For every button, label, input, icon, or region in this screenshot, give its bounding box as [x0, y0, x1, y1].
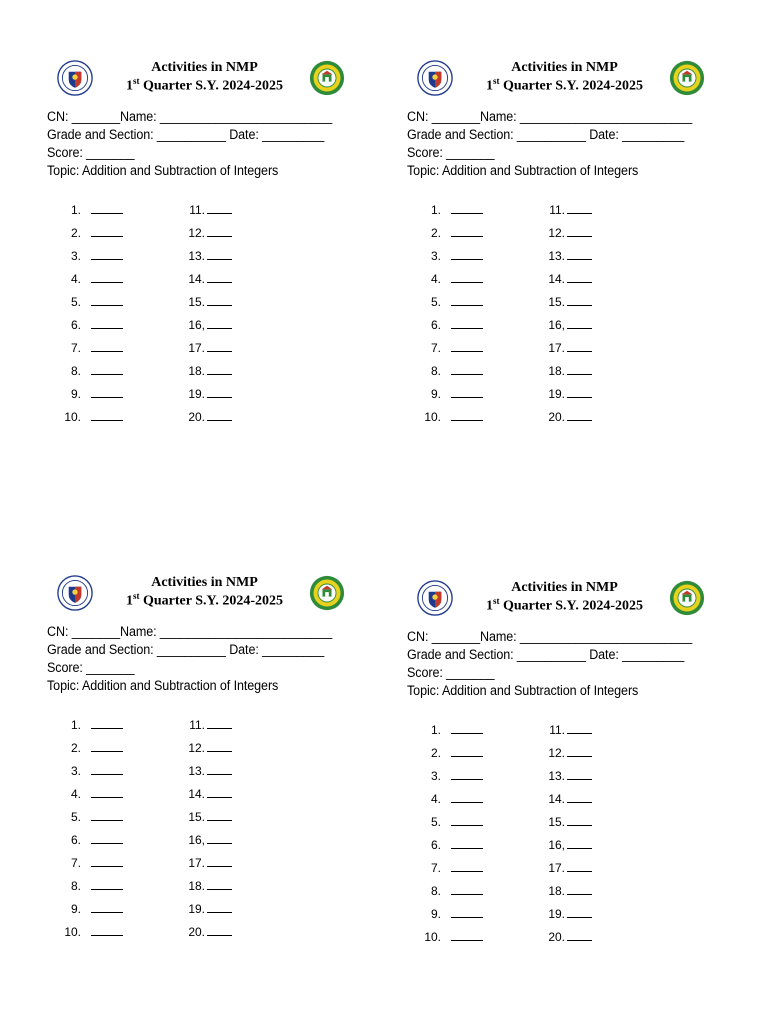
answer-blank[interactable]	[91, 341, 123, 352]
answer-blank[interactable]	[451, 410, 483, 421]
item-number: 18.	[548, 884, 565, 898]
item-number: 1.	[70, 203, 81, 217]
item-number: 19.	[188, 387, 205, 401]
answer-blank[interactable]	[91, 925, 123, 936]
answer-blank[interactable]	[91, 387, 123, 398]
item-number: 5.	[70, 295, 81, 309]
answer-blank[interactable]	[207, 718, 232, 729]
answer-item[interactable]	[61, 764, 123, 778]
answer-blank[interactable]	[567, 792, 592, 803]
answer-item[interactable]	[545, 815, 592, 829]
answer-item[interactable]	[545, 364, 592, 378]
item-number: 2.	[70, 226, 81, 240]
item-number: 18.	[188, 364, 205, 378]
answer-item[interactable]	[545, 861, 592, 875]
item-number: 13.	[548, 249, 565, 263]
item-number: 13.	[188, 764, 205, 778]
answer-item[interactable]	[185, 925, 232, 939]
answer-item[interactable]	[185, 226, 232, 240]
answer-item[interactable]	[185, 856, 232, 870]
item-number: 18.	[548, 364, 565, 378]
answer-blank[interactable]	[207, 272, 232, 283]
item-number: 2.	[430, 226, 441, 240]
answer-blank[interactable]	[567, 318, 592, 329]
item-number: 14.	[548, 272, 565, 286]
answer-blank[interactable]	[567, 838, 592, 849]
answer-item[interactable]	[61, 410, 123, 424]
item-number: 7.	[70, 341, 81, 355]
answer-blank[interactable]	[91, 833, 123, 844]
item-number: 11.	[189, 203, 205, 217]
item-number: 11.	[549, 723, 565, 737]
grade-section-date-field[interactable]: Grade and Section: __________ Date: _________	[407, 647, 685, 662]
answer-blank[interactable]	[567, 907, 592, 918]
item-number: 15.	[548, 295, 565, 309]
item-number: 12.	[188, 741, 205, 755]
answer-item[interactable]	[61, 718, 123, 732]
answer-blank[interactable]	[567, 884, 592, 895]
score-field[interactable]: Score: _______	[407, 665, 495, 680]
answer-item[interactable]	[61, 295, 123, 309]
answer-item[interactable]	[185, 272, 232, 286]
answer-blank[interactable]	[91, 318, 123, 329]
item-number: 15.	[188, 810, 205, 824]
answer-blank[interactable]	[451, 746, 483, 757]
answer-item[interactable]	[421, 861, 483, 875]
item-number: 18.	[188, 879, 205, 893]
answer-item[interactable]	[421, 907, 483, 921]
item-number: 9.	[70, 387, 81, 401]
answer-blank[interactable]	[207, 387, 232, 398]
answer-blank[interactable]	[91, 249, 123, 260]
answer-item[interactable]	[545, 203, 592, 217]
answer-item[interactable]	[61, 787, 123, 801]
answer-blank[interactable]	[567, 746, 592, 757]
answer-blank[interactable]	[207, 364, 232, 375]
item-number: 10.	[64, 410, 81, 424]
score-field[interactable]: Score: _______	[47, 660, 135, 675]
answer-blank[interactable]	[207, 810, 232, 821]
item-number: 15.	[548, 815, 565, 829]
answer-item[interactable]	[61, 226, 123, 240]
answer-item[interactable]	[545, 884, 592, 898]
answer-item[interactable]	[545, 318, 592, 332]
worksheet-card	[407, 580, 737, 980]
answer-blank[interactable]	[567, 226, 592, 237]
school-seal-icon	[669, 580, 705, 616]
answer-blank[interactable]	[451, 723, 483, 734]
answer-blank[interactable]	[567, 249, 592, 260]
answer-blank[interactable]	[91, 856, 123, 867]
answer-blank[interactable]	[91, 272, 123, 283]
answer-blank[interactable]	[567, 930, 592, 941]
item-number: 8.	[70, 364, 81, 378]
answer-blank[interactable]	[567, 364, 592, 375]
item-number: 19.	[188, 902, 205, 916]
answer-blank[interactable]	[567, 410, 592, 421]
item-number: 12.	[548, 226, 565, 240]
item-number: 20.	[548, 410, 565, 424]
worksheet-title: Activities in NMP	[151, 60, 258, 75]
item-number: 4.	[430, 792, 441, 806]
item-number: 11.	[189, 718, 205, 732]
answer-item[interactable]	[61, 925, 123, 939]
answer-blank[interactable]	[207, 318, 232, 329]
answer-blank[interactable]	[451, 318, 483, 329]
answer-item[interactable]	[421, 203, 483, 217]
cn-name-field[interactable]: CN: _______Name: _________________________	[407, 109, 693, 124]
item-number: 6.	[430, 838, 441, 852]
answer-item[interactable]	[185, 902, 232, 916]
item-number: 3.	[70, 764, 81, 778]
answer-item[interactable]	[421, 930, 483, 944]
item-number: 3.	[430, 769, 441, 783]
item-number: 17.	[188, 856, 205, 870]
answer-item[interactable]	[421, 249, 483, 263]
answer-item[interactable]	[61, 879, 123, 893]
item-number: 4.	[430, 272, 441, 286]
answer-item[interactable]	[185, 410, 232, 424]
answer-blank[interactable]	[91, 203, 123, 214]
answer-item[interactable]	[545, 838, 592, 852]
answer-item[interactable]	[421, 884, 483, 898]
answer-blank[interactable]	[451, 907, 483, 918]
grade-section-date-field[interactable]: Grade and Section: __________ Date: _________	[47, 127, 325, 142]
item-number: 8.	[430, 364, 441, 378]
answer-item[interactable]	[421, 226, 483, 240]
deped-seal-icon	[417, 580, 453, 616]
answer-blank[interactable]	[451, 295, 483, 306]
item-number: 7.	[70, 856, 81, 870]
answer-item[interactable]	[421, 318, 483, 332]
answer-blank[interactable]	[91, 718, 123, 729]
answer-blank[interactable]	[567, 295, 592, 306]
answer-item[interactable]	[421, 815, 483, 829]
answer-blank[interactable]	[451, 815, 483, 826]
answer-blank[interactable]	[567, 769, 592, 780]
cn-name-field[interactable]: CN: _______Name: _________________________	[47, 624, 333, 639]
answer-blank[interactable]	[207, 295, 232, 306]
answer-item[interactable]	[421, 341, 483, 355]
answer-blank[interactable]	[451, 203, 483, 214]
school-year: 1st Quarter S.Y. 2024-2025	[486, 596, 643, 614]
worksheet-card	[47, 60, 377, 460]
answer-item[interactable]	[185, 295, 232, 309]
item-number: 10.	[424, 930, 441, 944]
answer-blank[interactable]	[451, 364, 483, 375]
worksheet-card	[407, 60, 737, 460]
answer-blank[interactable]	[451, 838, 483, 849]
school-seal-icon	[309, 575, 345, 611]
answer-blank[interactable]	[451, 792, 483, 803]
answer-blank[interactable]	[567, 815, 592, 826]
answer-blank[interactable]	[207, 203, 232, 214]
item-number: 9.	[430, 907, 441, 921]
answer-blank[interactable]	[567, 723, 592, 734]
item-number: 5.	[430, 295, 441, 309]
item-number: 20.	[548, 930, 565, 944]
school-seal-icon	[309, 60, 345, 96]
answer-item[interactable]	[61, 387, 123, 401]
answer-blank[interactable]	[567, 387, 592, 398]
item-number: 1.	[430, 723, 441, 737]
answer-blank[interactable]	[567, 341, 592, 352]
answer-blank[interactable]	[91, 741, 123, 752]
answer-item[interactable]	[421, 792, 483, 806]
item-number: 9.	[70, 902, 81, 916]
answer-blank[interactable]	[91, 787, 123, 798]
answer-item[interactable]	[185, 741, 232, 755]
answer-blank[interactable]	[207, 925, 232, 936]
worksheet-title: Activities in NMP	[511, 580, 618, 595]
item-number: 7.	[430, 861, 441, 875]
item-number: 1.	[70, 718, 81, 732]
answer-item[interactable]	[421, 838, 483, 852]
topic-label: Topic: Addition and Subtraction of Integers	[47, 163, 279, 178]
item-number: 20.	[188, 925, 205, 939]
item-number: 2.	[430, 746, 441, 760]
item-number: 3.	[430, 249, 441, 263]
item-number: 5.	[430, 815, 441, 829]
item-number: 5.	[70, 810, 81, 824]
deped-seal-icon	[417, 60, 453, 96]
cn-name-field[interactable]: CN: _______Name: _________________________	[47, 109, 333, 124]
item-number: 11.	[549, 203, 565, 217]
answer-item[interactable]	[185, 249, 232, 263]
answer-item[interactable]	[61, 249, 123, 263]
item-number: 17.	[188, 341, 205, 355]
worksheet-card	[47, 575, 377, 975]
answer-item[interactable]	[545, 907, 592, 921]
answer-blank[interactable]	[207, 856, 232, 867]
answer-item[interactable]	[185, 787, 232, 801]
item-number: 16,	[548, 838, 565, 852]
answer-item[interactable]	[185, 764, 232, 778]
answer-item[interactable]	[185, 318, 232, 332]
cn-name-field[interactable]: CN: _______Name: _________________________	[407, 629, 693, 644]
answer-blank[interactable]	[207, 341, 232, 352]
item-number: 8.	[430, 884, 441, 898]
school-seal-icon	[669, 60, 705, 96]
item-number: 6.	[70, 318, 81, 332]
answer-item[interactable]	[185, 879, 232, 893]
item-number: 19.	[548, 907, 565, 921]
item-number: 7.	[430, 341, 441, 355]
answer-blank[interactable]	[451, 226, 483, 237]
score-field[interactable]: Score: _______	[47, 145, 135, 160]
item-number: 2.	[70, 741, 81, 755]
item-number: 19.	[548, 387, 565, 401]
school-year: 1st Quarter S.Y. 2024-2025	[126, 591, 283, 609]
item-number: 13.	[548, 769, 565, 783]
answer-item[interactable]	[545, 295, 592, 309]
item-number: 13.	[188, 249, 205, 263]
answer-item[interactable]	[545, 341, 592, 355]
item-number: 1.	[430, 203, 441, 217]
answer-blank[interactable]	[567, 861, 592, 872]
answer-item[interactable]	[185, 718, 232, 732]
item-number: 3.	[70, 249, 81, 263]
answer-item[interactable]	[421, 295, 483, 309]
answer-item[interactable]	[61, 203, 123, 217]
answer-item[interactable]	[421, 387, 483, 401]
answer-item[interactable]	[185, 341, 232, 355]
answer-blank[interactable]	[91, 810, 123, 821]
answer-item[interactable]	[545, 746, 592, 760]
answer-blank[interactable]	[207, 249, 232, 260]
score-field[interactable]: Score: _______	[407, 145, 495, 160]
school-year: 1st Quarter S.Y. 2024-2025	[486, 76, 643, 94]
topic-label: Topic: Addition and Subtraction of Integers	[407, 163, 639, 178]
answer-item[interactable]	[185, 364, 232, 378]
item-number: 12.	[548, 746, 565, 760]
answer-blank[interactable]	[207, 833, 232, 844]
answer-blank[interactable]	[451, 861, 483, 872]
answer-item[interactable]	[545, 387, 592, 401]
answer-blank[interactable]	[207, 741, 232, 752]
answer-item[interactable]	[185, 203, 232, 217]
deped-seal-icon	[57, 575, 93, 611]
answer-blank[interactable]	[451, 387, 483, 398]
answer-item[interactable]	[545, 410, 592, 424]
answer-blank[interactable]	[91, 879, 123, 890]
answer-item[interactable]	[61, 741, 123, 755]
answer-item[interactable]	[61, 272, 123, 286]
answer-blank[interactable]	[207, 879, 232, 890]
answer-blank[interactable]	[451, 930, 483, 941]
answer-blank[interactable]	[451, 249, 483, 260]
answer-item[interactable]	[545, 249, 592, 263]
answer-blank[interactable]	[207, 764, 232, 775]
answer-blank[interactable]	[91, 226, 123, 237]
item-number: 10.	[424, 410, 441, 424]
worksheet-title: Activities in NMP	[511, 60, 618, 75]
answer-blank[interactable]	[451, 884, 483, 895]
item-number: 14.	[548, 792, 565, 806]
item-number: 4.	[70, 787, 81, 801]
answer-item[interactable]	[61, 833, 123, 847]
answer-blank[interactable]	[207, 410, 232, 421]
deped-seal-icon	[57, 60, 93, 96]
answer-blank[interactable]	[91, 764, 123, 775]
answer-item[interactable]	[185, 833, 232, 847]
answer-blank[interactable]	[91, 364, 123, 375]
topic-label: Topic: Addition and Subtraction of Integers	[407, 683, 639, 698]
answer-item[interactable]	[421, 272, 483, 286]
answer-item[interactable]	[185, 387, 232, 401]
answer-item[interactable]	[61, 318, 123, 332]
item-number: 9.	[430, 387, 441, 401]
answer-item[interactable]	[545, 792, 592, 806]
item-number: 16,	[548, 318, 565, 332]
answer-blank[interactable]	[451, 272, 483, 283]
answer-blank[interactable]	[567, 203, 592, 214]
answer-item[interactable]	[61, 810, 123, 824]
answer-blank[interactable]	[91, 410, 123, 421]
item-number: 6.	[70, 833, 81, 847]
item-number: 16,	[188, 833, 205, 847]
answer-item[interactable]	[421, 769, 483, 783]
answer-item[interactable]	[421, 746, 483, 760]
answer-item[interactable]	[61, 856, 123, 870]
answer-item[interactable]	[421, 364, 483, 378]
answer-blank[interactable]	[207, 226, 232, 237]
worksheet-title: Activities in NMP	[151, 575, 258, 590]
answer-blank[interactable]	[91, 295, 123, 306]
answer-item[interactable]	[61, 341, 123, 355]
school-year: 1st Quarter S.Y. 2024-2025	[126, 76, 283, 94]
topic-label: Topic: Addition and Subtraction of Integers	[47, 678, 279, 693]
answer-item[interactable]	[421, 410, 483, 424]
answer-item[interactable]	[545, 226, 592, 240]
item-number: 17.	[548, 341, 565, 355]
item-number: 14.	[188, 272, 205, 286]
answer-item[interactable]	[61, 364, 123, 378]
grade-section-date-field[interactable]: Grade and Section: __________ Date: _________	[407, 127, 685, 142]
item-number: 15.	[188, 295, 205, 309]
item-number: 16,	[188, 318, 205, 332]
answer-blank[interactable]	[567, 272, 592, 283]
answer-blank[interactable]	[207, 787, 232, 798]
answer-item[interactable]	[545, 930, 592, 944]
item-number: 14.	[188, 787, 205, 801]
item-number: 20.	[188, 410, 205, 424]
answer-item[interactable]	[545, 272, 592, 286]
answer-item[interactable]	[545, 723, 592, 737]
answer-item[interactable]	[185, 810, 232, 824]
answer-item[interactable]	[545, 769, 592, 783]
item-number: 17.	[548, 861, 565, 875]
item-number: 8.	[70, 879, 81, 893]
answer-item[interactable]	[421, 723, 483, 737]
answer-item[interactable]	[61, 902, 123, 916]
answer-blank[interactable]	[207, 902, 232, 913]
item-number: 10.	[64, 925, 81, 939]
item-number: 4.	[70, 272, 81, 286]
item-number: 6.	[430, 318, 441, 332]
answer-blank[interactable]	[451, 341, 483, 352]
grade-section-date-field[interactable]: Grade and Section: __________ Date: _________	[47, 642, 325, 657]
item-number: 12.	[188, 226, 205, 240]
answer-blank[interactable]	[91, 902, 123, 913]
answer-blank[interactable]	[451, 769, 483, 780]
